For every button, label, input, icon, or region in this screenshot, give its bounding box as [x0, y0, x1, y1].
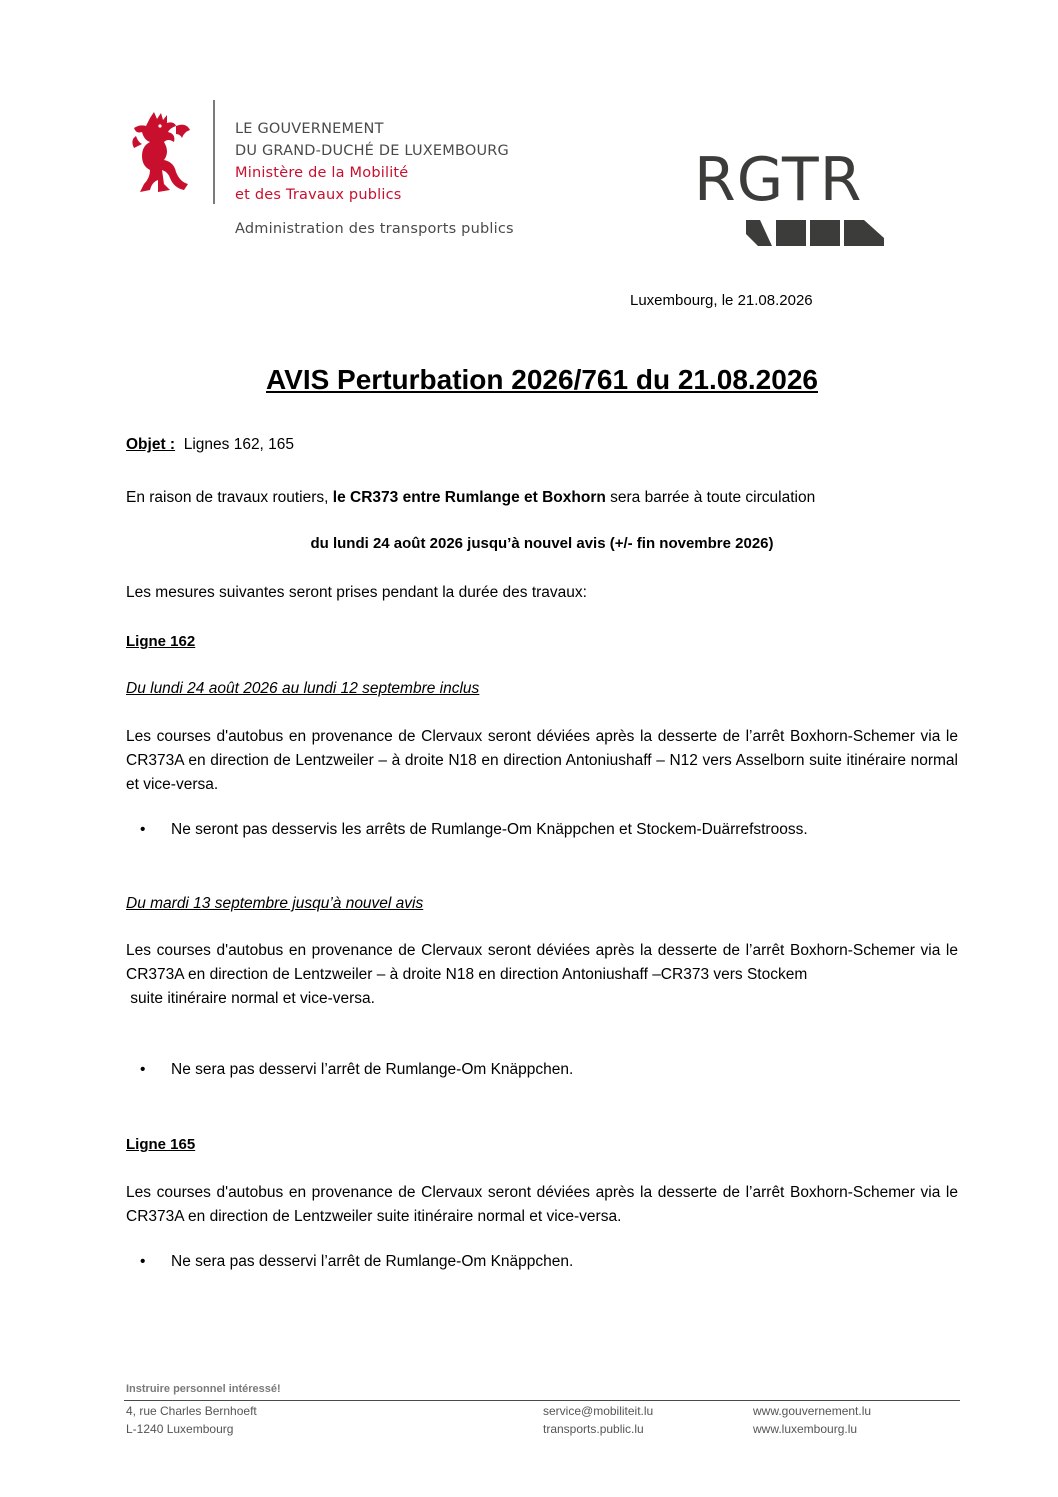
ligne-162-period1-text: Les courses d'autobus en provenance de Clervaux seront déviées après la desserte de l’arrêt Boxhorn-Schemer via le CR373A en direction de Lentzweiler – à droite N18 en direction Antoniushaff – N12 vers Asselborn suite itinéraire normal et vice-versa.	[126, 728, 958, 793]
rgtr-logo-bar-icon	[746, 220, 884, 246]
ligne-165-bullet: Ne sera pas desservi l’arrêt de Rumlange-Om Knäppchen.	[171, 1253, 574, 1270]
ligne-162-period2-text-line2: suite itinéraire normal et vice-versa.	[126, 990, 375, 1007]
page-title: AVIS Perturbation 2026/761 du 21.08.2026	[266, 364, 818, 395]
footer-gouvernement-link[interactable]: www.gouvernement.lu	[753, 1404, 872, 1418]
footer-email-link[interactable]: service@mobiliteit.lu	[543, 1404, 654, 1418]
intro-after: sera barrée à toute circulation	[605, 489, 816, 506]
ministry-line-1: Ministère de la Mobilité	[235, 165, 409, 181]
ministry-line-2: et des Travaux publics	[235, 187, 402, 203]
closure-period: du lundi 24 août 2026 jusqu’à nouvel avis (+/- fin novembre 2026)	[310, 535, 774, 552]
header-divider	[213, 100, 215, 204]
rgtr-logo-text: RGTR	[694, 145, 863, 215]
footer-divider	[124, 1400, 960, 1401]
ligne-165-heading: Ligne 165	[126, 1136, 196, 1153]
objet-value: Lignes 162, 165	[183, 436, 295, 453]
intro-paragraph	[126, 486, 958, 510]
objet-line	[126, 433, 958, 457]
bullet-icon: •	[140, 1061, 146, 1078]
government-line-2: DU GRAND-DUCHÉ DE LUXEMBOURG	[235, 143, 509, 159]
ligne-162-period2-text	[126, 939, 958, 1011]
bullet-icon: •	[140, 1253, 146, 1270]
footer-address-line2: L-1240 Luxembourg	[126, 1422, 234, 1436]
measures-intro: Les mesures suivantes seront prises pendant la durée des travaux:	[126, 584, 587, 601]
ligne-162-period2-text-line1: Les courses d'autobus en provenance de Clervaux seront déviées après la desserte de l’arrêt Boxhorn-Schemer via le CR373A en direction de Lentzweiler – à droite N18 en direction Antoniushaff –CR373 vers Stockem	[126, 942, 958, 983]
ligne-162-period1-heading: Du lundi 24 août 2026 au lundi 12 septembre inclus	[126, 680, 480, 697]
footer-address-line1: 4, rue Charles Bernhoeft	[126, 1404, 257, 1418]
ligne-162-heading: Ligne 162	[126, 633, 196, 650]
ligne-162-period2-bullet: Ne sera pas desservi l’arrêt de Rumlange-Om Knäppchen.	[171, 1061, 574, 1078]
ligne-165-text: Les courses d'autobus en provenance de Clervaux seront déviées après la desserte de l’arrêt Boxhorn-Schemer via le CR373A en direction de Lentzweiler suite itinéraire normal et vice-versa.	[126, 1184, 958, 1225]
ligne-162-period1-bullet: Ne seront pas desservis les arrêts de Rumlange-Om Knäppchen et Stockem-Duärrefstrooss.	[171, 821, 808, 838]
objet-label: Objet :	[126, 436, 176, 453]
footer-note: Instruire personnel intéressé!	[126, 1383, 281, 1395]
administration-name: Administration des transports publics	[235, 221, 514, 237]
footer-luxembourg-link[interactable]: www.luxembourg.lu	[753, 1422, 858, 1436]
footer-transports-link[interactable]: transports.public.lu	[543, 1422, 644, 1436]
ligne-162-period2-heading: Du mardi 13 septembre jusqu’à nouvel avis	[126, 895, 424, 912]
government-line-1: LE GOUVERNEMENT	[235, 121, 384, 137]
bullet-icon: •	[140, 821, 146, 838]
intro-before: En raison de travaux routiers,	[126, 489, 333, 506]
place-date: Luxembourg, le 21.08.2026	[630, 292, 813, 309]
lion-emblem-icon	[130, 112, 194, 194]
intro-bold: le CR373 entre Rumlange et Boxhorn	[332, 489, 606, 506]
